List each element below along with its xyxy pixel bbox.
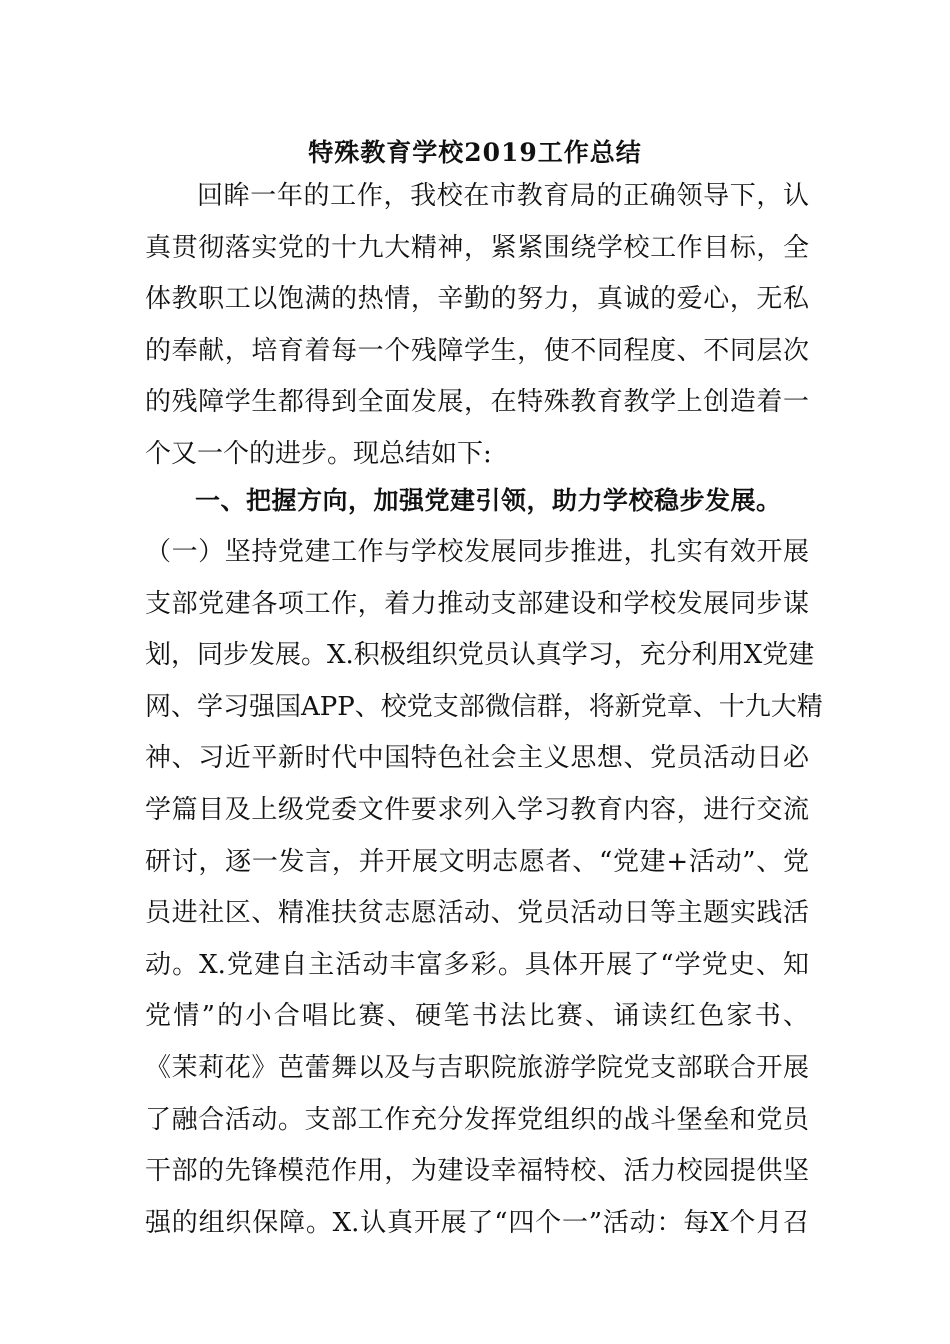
text-line: 干部的先锋模范作用，为建设幸福特校、活力校园提供坚 xyxy=(145,1156,809,1187)
section-heading: 一、把握方向，加强党建引领，助力学校稳步发展。 xyxy=(195,486,782,515)
text-line: 学篇目及上级党委文件要求列入学习教育内容，进行交流 xyxy=(145,794,809,825)
text-line: 划，同步发展。X.积极组织党员认真学习，充分利用X党建 xyxy=(145,640,815,671)
text-line: 的奉献，培育着每一个残障学生，使不同程度、不同层次 xyxy=(145,335,809,366)
text-line: （一）坚持党建工作与学校发展同步推进，扎实有效开展 xyxy=(145,537,809,567)
document-title: 特殊教育学校2019工作总结 xyxy=(308,138,642,167)
text-line: 研讨，逐一发言，并开展文明志愿者、“党建+活动”、党 xyxy=(145,846,809,877)
intro-paragraph xyxy=(145,171,809,481)
text-line: 个又一个的进步。现总结如下: xyxy=(145,438,492,469)
text-line: 真贯彻落实党的十九大精神，紧紧围绕学校工作目标，全 xyxy=(145,232,809,263)
text-line: 的残障学生都得到全面发展，在特殊教育教学上创造着一 xyxy=(145,387,809,418)
section-paragraph xyxy=(145,527,823,1249)
text-line: 党情”的小合唱比赛、硬笔书法比赛、诵读红色家书、 xyxy=(145,1001,809,1032)
text-line: 支部党建各项工作，着力推动支部建设和学校发展同步谋 xyxy=(145,588,809,619)
text-line: 体教职工以饱满的热情，辛勤的努力，真诚的爱心，无私 xyxy=(145,284,809,315)
text-line: 《茉莉花》芭蕾舞以及与吉职院旅游学院党支部联合开展 xyxy=(145,1052,809,1083)
text-line: 强的组织保障。X.认真开展了“四个一”活动：每X个月召 xyxy=(145,1207,809,1238)
text-line: 了融合活动。支部工作充分发挥党组织的战斗堡垒和党员 xyxy=(145,1104,809,1135)
text-line: 员进社区、精准扶贫志愿活动、党员活动日等主题实践活 xyxy=(145,898,809,929)
text-line: 回眸一年的工作，我校在市教育局的正确领导下，认 xyxy=(197,181,809,211)
text-line: 网、学习强国APP、校党支部微信群，将新党章、十九大精 xyxy=(145,691,823,722)
text-line: 动。X.党建自主活动丰富多彩。具体开展了“学党史、知 xyxy=(145,949,809,980)
text-line: 神、习近平新时代中国特色社会主义思想、党员活动日必 xyxy=(145,743,809,774)
